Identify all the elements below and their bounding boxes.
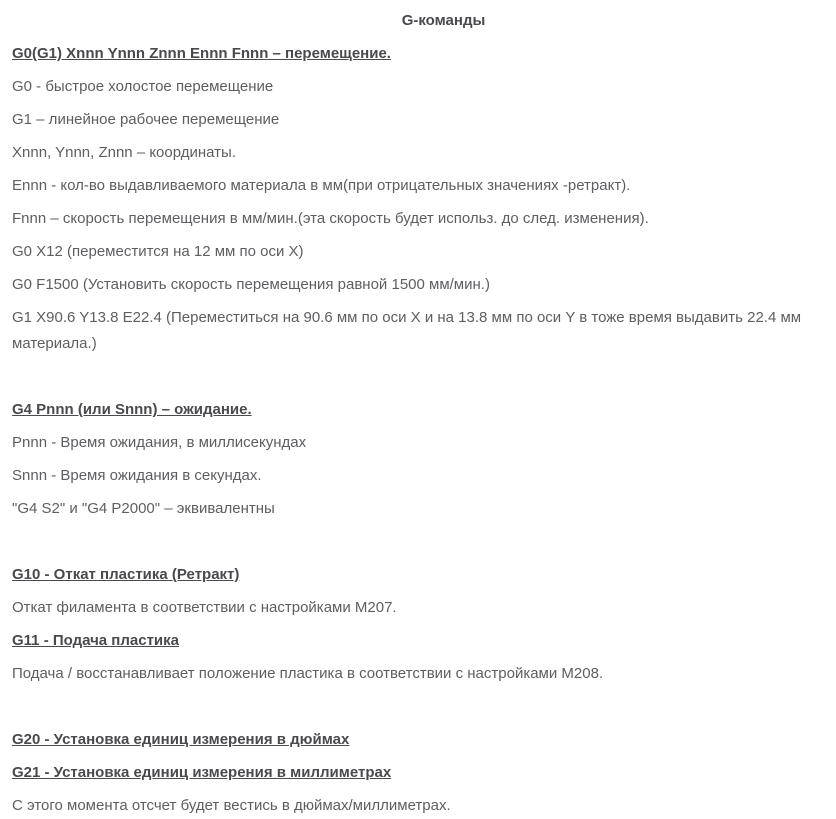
paragraph-g10-retract: Откат филамента в соответствии с настройками M207. bbox=[12, 599, 397, 616]
page-title: G-команды bbox=[401, 12, 486, 29]
section-gap bbox=[12, 364, 825, 397]
paragraph-g4-equivalent: "G4 S2" и "G4 P2000" – эквивалентны bbox=[12, 500, 275, 517]
paragraph-g11-feed: Подача / восстанавливает положение пластика в соответствии с настройками M208. bbox=[12, 665, 604, 682]
paragraph-units-note: С этого момента отсчет будет вестись в дюймах/миллиметрах. bbox=[12, 797, 451, 814]
section-heading-g4: G4 Pnnn (или Snnn) – ожидание. bbox=[12, 401, 252, 418]
section-gap bbox=[12, 694, 825, 727]
paragraph-ennn: Ennn - кол-во выдавливаемого материала в мм(при отрицательных значениях -ретракт). bbox=[12, 177, 631, 194]
section-heading-g20: G20 - Установка единиц измерения в дюймах bbox=[12, 731, 350, 748]
paragraph-example-g1-xyz: G1 X90.6 Y13.8 E22.4 (Переместиться на 90.6 мм по оси X и на 13.8 мм по оси Y в тоже время выдавить 22.4 мм материала.) bbox=[12, 309, 802, 352]
section-heading-g21: G21 - Установка единиц измерения в миллиметрах bbox=[12, 764, 392, 781]
paragraph-g0-rapid: G0 - быстрое холостое перемещение bbox=[12, 78, 274, 95]
paragraph-pnnn: Pnnn - Время ожидания, в миллисекундах bbox=[12, 434, 307, 451]
paragraph-snnn: Snnn - Время ожидания в секундах. bbox=[12, 467, 262, 484]
paragraph-g1-linear: G1 – линейное рабочее перемещение bbox=[12, 111, 280, 128]
section-heading-g0-g1: G0(G1) Xnnn Ynnn Znnn Ennn Fnnn – перемещение. bbox=[12, 45, 391, 62]
section-heading-g11: G11 - Подача пластика bbox=[12, 632, 179, 649]
paragraph-example-g0-x12: G0 X12 (переместится на 12 мм по оси X) bbox=[12, 243, 304, 260]
section-gap bbox=[12, 529, 825, 562]
paragraph-fnnn: Fnnn – скорость перемещения в мм/мин.(эта скорость будет использ. до след. изменения). bbox=[12, 210, 649, 227]
paragraph-coordinates: Xnnn, Ynnn, Znnn – координаты. bbox=[12, 144, 236, 161]
section-heading-g10: G10 - Откат пластика (Ретракт) bbox=[12, 566, 240, 583]
paragraph-example-g0-f1500: G0 F1500 (Установить скорость перемещения равной 1500 мм/мин.) bbox=[12, 276, 490, 293]
